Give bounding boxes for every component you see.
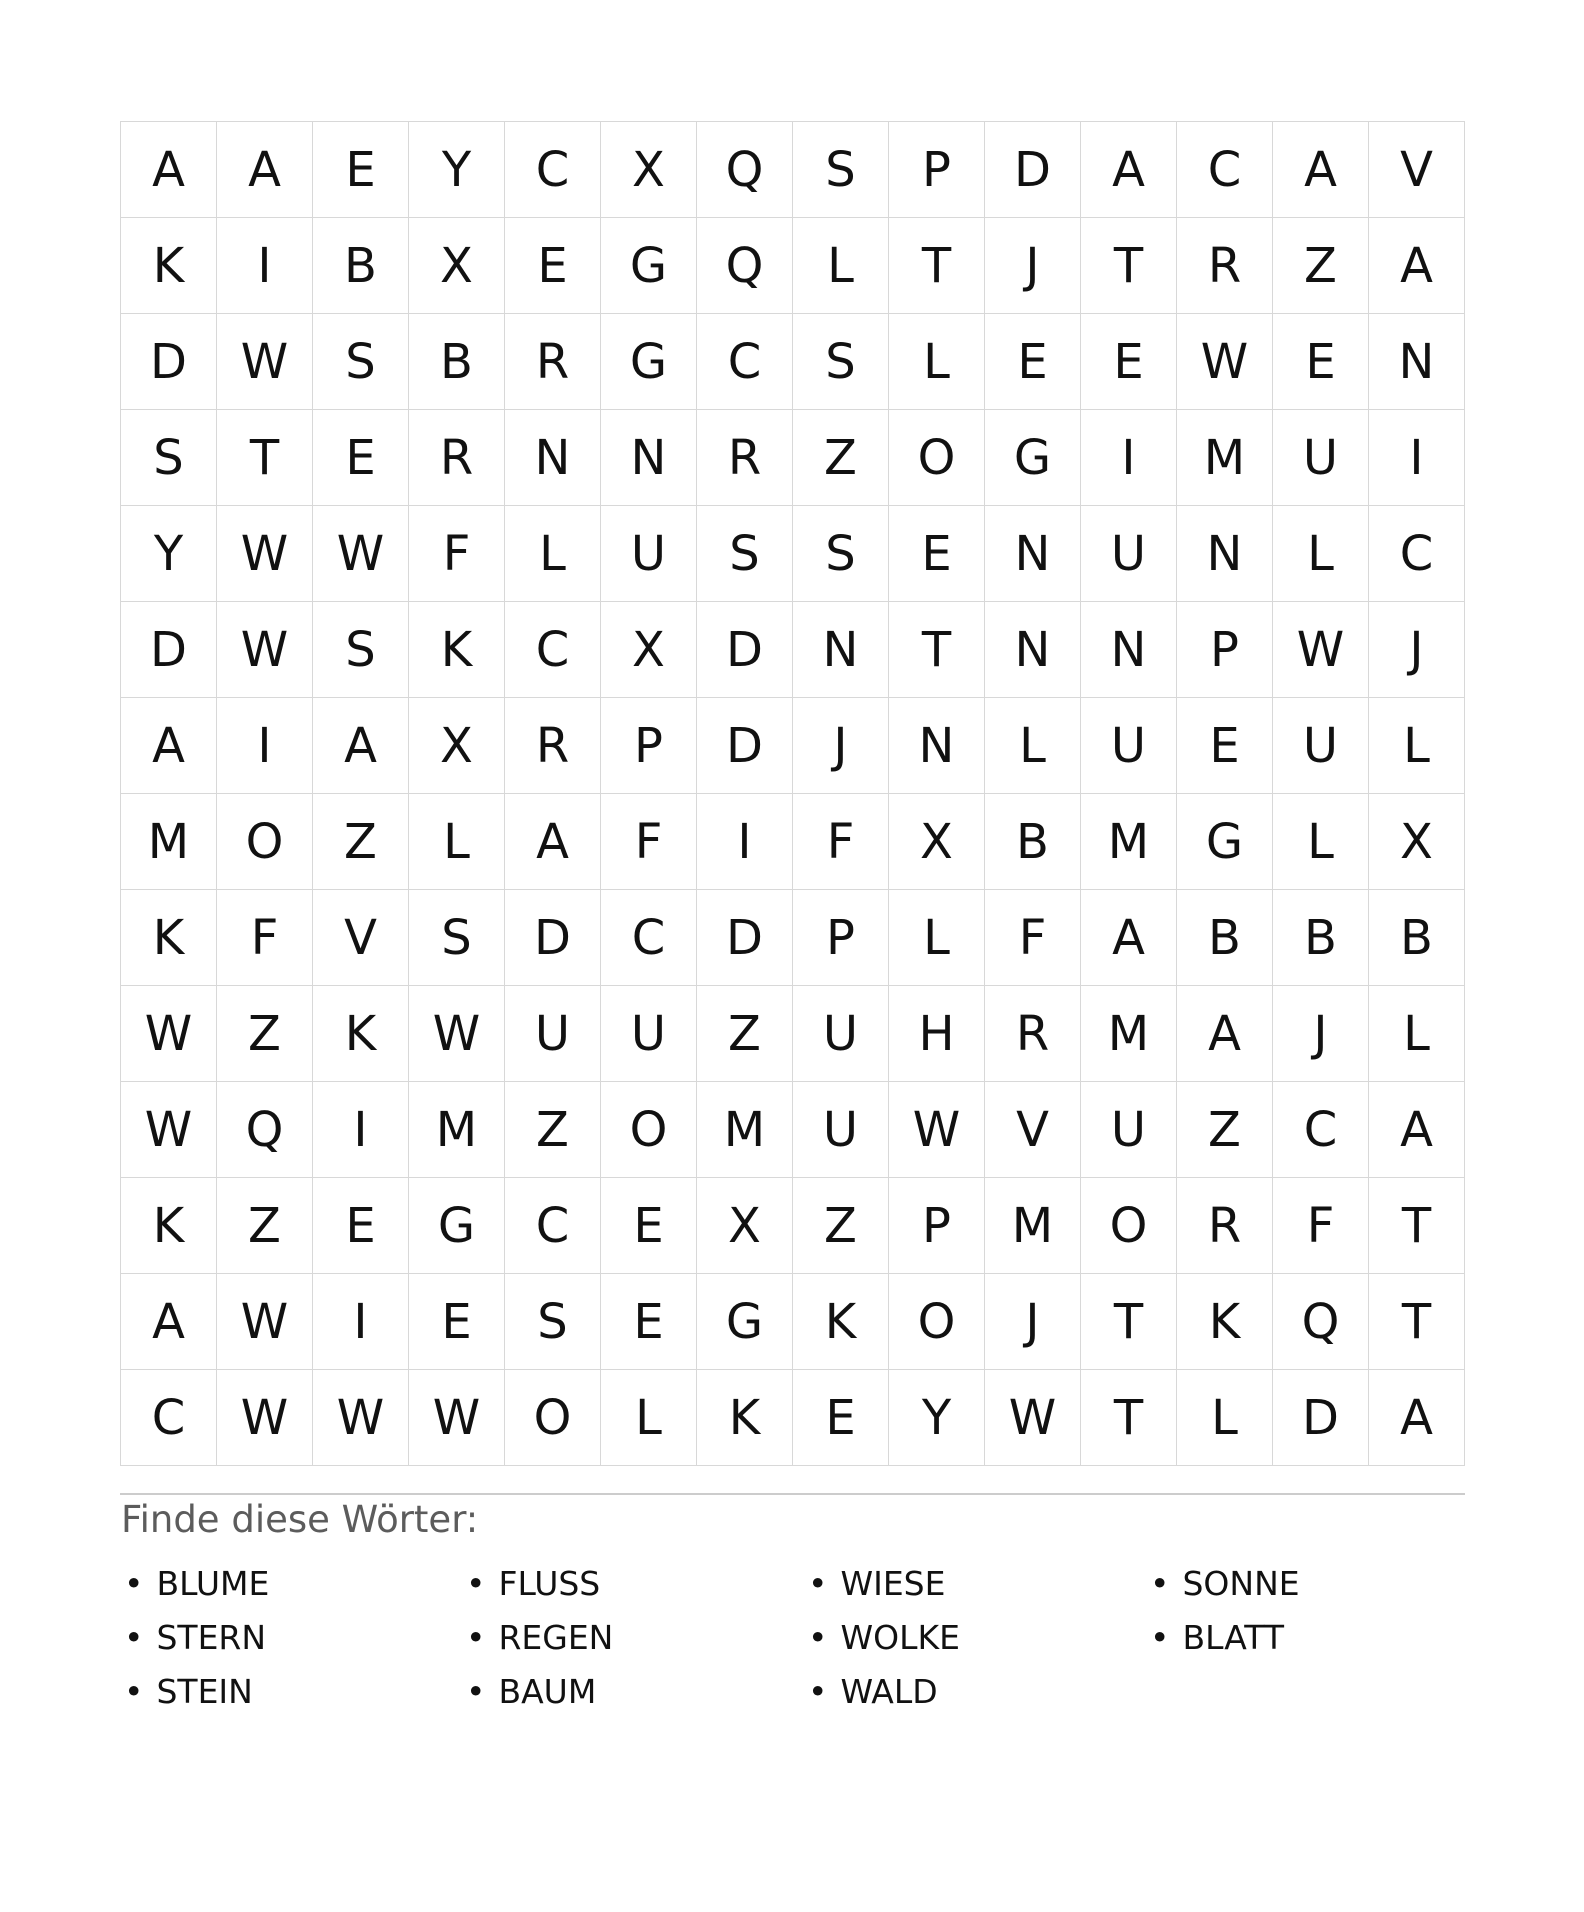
grid-cell[interactable]: T	[1081, 1274, 1177, 1370]
grid-cell[interactable]: L	[889, 890, 985, 986]
word-label: STERN	[156, 1617, 267, 1657]
grid-cell[interactable]: A	[1273, 122, 1369, 218]
grid-cell[interactable]: E	[313, 410, 409, 506]
grid-cell[interactable]: N	[1081, 602, 1177, 698]
grid-cell[interactable]: V	[985, 1082, 1081, 1178]
grid-cell[interactable]: W	[121, 1082, 217, 1178]
grid-cell[interactable]: D	[697, 890, 793, 986]
grid-cell[interactable]: R	[985, 986, 1081, 1082]
grid-cell[interactable]: I	[313, 1082, 409, 1178]
grid-cell[interactable]: W	[409, 986, 505, 1082]
grid-cell[interactable]: Z	[793, 1178, 889, 1274]
grid-cell[interactable]: W	[889, 1082, 985, 1178]
grid-cell[interactable]: L	[1369, 698, 1465, 794]
grid-cell[interactable]: J	[1273, 986, 1369, 1082]
bullet-icon: •	[466, 1671, 486, 1711]
grid-cell[interactable]: U	[601, 986, 697, 1082]
grid-cell[interactable]: E	[889, 506, 985, 602]
grid-cell[interactable]: N	[1369, 314, 1465, 410]
grid-cell[interactable]: N	[985, 602, 1081, 698]
separator-line	[120, 1493, 1465, 1495]
grid-cell[interactable]: X	[1369, 794, 1465, 890]
grid-cell[interactable]: Z	[505, 1082, 601, 1178]
grid-cell[interactable]: L	[793, 218, 889, 314]
word-list-item	[124, 1556, 466, 1610]
grid-cell[interactable]: T	[889, 602, 985, 698]
grid-cell[interactable]: E	[601, 1274, 697, 1370]
grid-cell[interactable]: A	[121, 1274, 217, 1370]
grid-cell[interactable]: E	[409, 1274, 505, 1370]
grid-cell[interactable]: W	[217, 1274, 313, 1370]
grid-cell[interactable]: B	[313, 218, 409, 314]
grid-cell[interactable]: M	[1177, 410, 1273, 506]
grid-cell[interactable]: B	[1369, 890, 1465, 986]
grid-cell[interactable]: J	[985, 218, 1081, 314]
word-list-item	[124, 1664, 466, 1718]
grid-cell[interactable]: L	[889, 314, 985, 410]
grid-cell[interactable]: Q	[697, 218, 793, 314]
bullet-icon: •	[466, 1563, 486, 1603]
wordsearch-grid	[120, 121, 1465, 1466]
grid-cell[interactable]: Q	[217, 1082, 313, 1178]
grid-cell[interactable]: D	[505, 890, 601, 986]
grid-cell[interactable]: E	[313, 1178, 409, 1274]
grid-cell[interactable]: E	[1081, 314, 1177, 410]
grid-cell[interactable]: P	[601, 698, 697, 794]
grid-cell[interactable]: A	[1081, 122, 1177, 218]
grid-cell[interactable]: J	[985, 1274, 1081, 1370]
grid-cell[interactable]: S	[793, 506, 889, 602]
grid-cell[interactable]: H	[889, 986, 985, 1082]
grid-cell[interactable]: S	[121, 410, 217, 506]
grid-cell[interactable]: A	[1081, 890, 1177, 986]
bullet-icon: •	[808, 1671, 828, 1711]
grid-cell[interactable]: V	[1369, 122, 1465, 218]
grid-cell[interactable]: F	[1273, 1178, 1369, 1274]
word-list-column	[808, 1556, 1150, 1718]
grid-cell[interactable]: O	[889, 1274, 985, 1370]
bullet-icon: •	[124, 1617, 144, 1657]
word-label: STEIN	[156, 1671, 253, 1711]
grid-cell[interactable]: Z	[313, 794, 409, 890]
grid-cell[interactable]: U	[601, 506, 697, 602]
grid-cell[interactable]: W	[1177, 314, 1273, 410]
grid-cell[interactable]: K	[121, 890, 217, 986]
grid-cell[interactable]: K	[793, 1274, 889, 1370]
grid-cell[interactable]: R	[697, 410, 793, 506]
word-label: WIESE	[840, 1563, 946, 1603]
grid-cell[interactable]: W	[217, 506, 313, 602]
grid-cell[interactable]: B	[409, 314, 505, 410]
grid-cell[interactable]: I	[313, 1274, 409, 1370]
word-label: REGEN	[498, 1617, 614, 1657]
word-list-column	[124, 1556, 466, 1718]
grid-cell[interactable]: G	[1177, 794, 1273, 890]
grid-cell[interactable]: R	[1177, 218, 1273, 314]
grid-cell[interactable]: O	[217, 794, 313, 890]
grid-cell[interactable]: J	[793, 698, 889, 794]
grid-cell[interactable]: N	[601, 410, 697, 506]
grid-cell[interactable]: O	[601, 1082, 697, 1178]
bullet-icon: •	[808, 1617, 828, 1657]
grid-cell[interactable]: S	[697, 506, 793, 602]
grid-cell[interactable]: L	[409, 794, 505, 890]
grid-cell[interactable]: X	[697, 1178, 793, 1274]
grid-cell[interactable]: W	[409, 1370, 505, 1466]
grid-cell[interactable]: C	[505, 1178, 601, 1274]
grid-cell[interactable]: K	[313, 986, 409, 1082]
grid-cell[interactable]: P	[793, 890, 889, 986]
grid-cell[interactable]: L	[1273, 506, 1369, 602]
grid-cell[interactable]: X	[409, 218, 505, 314]
grid-cell[interactable]: V	[313, 890, 409, 986]
grid-cell[interactable]: C	[505, 122, 601, 218]
word-list-item	[466, 1556, 808, 1610]
grid-cell[interactable]: E	[601, 1178, 697, 1274]
grid-cell[interactable]: I	[1081, 410, 1177, 506]
grid-cell[interactable]: N	[793, 602, 889, 698]
word-label: BLUME	[156, 1563, 270, 1603]
grid-cell[interactable]: G	[697, 1274, 793, 1370]
grid-cell[interactable]: F	[409, 506, 505, 602]
grid-cell[interactable]: G	[409, 1178, 505, 1274]
grid-cell[interactable]: W	[313, 1370, 409, 1466]
grid-cell[interactable]: T	[217, 410, 313, 506]
grid-cell[interactable]: A	[121, 698, 217, 794]
grid-cell[interactable]: D	[697, 698, 793, 794]
grid-cell[interactable]: U	[1081, 1082, 1177, 1178]
grid-cell[interactable]: T	[1369, 1274, 1465, 1370]
word-label: FLUSS	[498, 1563, 601, 1603]
word-list-item	[1150, 1610, 1492, 1664]
grid-cell[interactable]: G	[601, 314, 697, 410]
grid-cell[interactable]: M	[1081, 986, 1177, 1082]
grid-cell[interactable]: I	[217, 698, 313, 794]
grid-cell[interactable]: W	[217, 602, 313, 698]
grid-cell[interactable]: R	[409, 410, 505, 506]
grid-cell[interactable]: L	[505, 506, 601, 602]
grid-cell[interactable]: I	[697, 794, 793, 890]
grid-cell[interactable]: S	[505, 1274, 601, 1370]
grid-cell[interactable]: T	[1081, 218, 1177, 314]
word-list-item	[1150, 1556, 1492, 1610]
grid-cell[interactable]: D	[697, 602, 793, 698]
grid-cell[interactable]: Z	[217, 1178, 313, 1274]
bullet-icon: •	[1150, 1563, 1170, 1603]
grid-cell[interactable]: P	[889, 1178, 985, 1274]
grid-cell[interactable]: C	[1369, 506, 1465, 602]
grid-cell[interactable]: C	[1273, 1082, 1369, 1178]
grid-cell[interactable]: T	[1081, 1370, 1177, 1466]
grid-cell[interactable]: S	[409, 890, 505, 986]
grid-cell[interactable]: L	[1177, 1370, 1273, 1466]
grid-cell[interactable]: R	[505, 314, 601, 410]
grid-cell[interactable]: Z	[697, 986, 793, 1082]
grid-cell[interactable]: F	[985, 890, 1081, 986]
grid-cell[interactable]: A	[1177, 986, 1273, 1082]
grid-cell[interactable]: K	[409, 602, 505, 698]
grid-cell[interactable]: A	[217, 122, 313, 218]
word-list-item	[124, 1610, 466, 1664]
grid-cell[interactable]: M	[985, 1178, 1081, 1274]
grid-cell[interactable]: W	[217, 314, 313, 410]
grid-cell[interactable]: C	[1177, 122, 1273, 218]
grid-cell[interactable]: X	[601, 602, 697, 698]
grid-cell[interactable]: K	[697, 1370, 793, 1466]
grid-cell[interactable]: N	[505, 410, 601, 506]
grid-cell[interactable]: R	[1177, 1178, 1273, 1274]
grid-cell[interactable]: C	[601, 890, 697, 986]
grid-cell[interactable]: R	[505, 698, 601, 794]
grid-cell[interactable]: D	[121, 602, 217, 698]
grid-cell[interactable]: E	[793, 1370, 889, 1466]
bullet-icon: •	[124, 1563, 144, 1603]
grid-cell[interactable]: C	[697, 314, 793, 410]
word-list-item	[808, 1556, 1150, 1610]
grid-cell[interactable]: A	[313, 698, 409, 794]
grid-cell[interactable]: I	[217, 218, 313, 314]
grid-cell[interactable]: G	[601, 218, 697, 314]
grid-cell[interactable]: X	[601, 122, 697, 218]
grid-cell[interactable]: L	[985, 698, 1081, 794]
grid-cell[interactable]: E	[313, 122, 409, 218]
grid-cell[interactable]: P	[1177, 602, 1273, 698]
grid-cell[interactable]: T	[1369, 1178, 1465, 1274]
word-list-item	[466, 1610, 808, 1664]
grid-cell[interactable]: L	[1369, 986, 1465, 1082]
grid-cell[interactable]: Z	[793, 410, 889, 506]
grid-cell[interactable]: U	[1273, 698, 1369, 794]
word-list-item	[808, 1664, 1150, 1718]
grid-cell[interactable]: Y	[121, 506, 217, 602]
grid-cell[interactable]: Q	[697, 122, 793, 218]
grid-cell[interactable]: N	[889, 698, 985, 794]
grid-cell[interactable]: D	[1273, 1370, 1369, 1466]
grid-cell[interactable]: L	[601, 1370, 697, 1466]
grid-cell[interactable]: W	[313, 506, 409, 602]
word-label: BLATT	[1182, 1617, 1284, 1657]
word-list-item	[808, 1610, 1150, 1664]
grid-cell[interactable]: E	[1177, 698, 1273, 794]
grid-cell[interactable]: I	[1369, 410, 1465, 506]
grid-cell[interactable]: M	[409, 1082, 505, 1178]
word-label: WALD	[840, 1671, 938, 1711]
grid-cell[interactable]: Z	[1177, 1082, 1273, 1178]
grid-cell[interactable]: L	[1273, 794, 1369, 890]
grid-cell[interactable]: J	[1369, 602, 1465, 698]
grid-cell[interactable]: F	[793, 794, 889, 890]
grid-cell[interactable]: X	[889, 794, 985, 890]
wordlist-title: Finde diese Wörter:	[121, 1498, 479, 1541]
grid-cell[interactable]: K	[1177, 1274, 1273, 1370]
grid-cell[interactable]: U	[793, 1082, 889, 1178]
word-list	[124, 1556, 1492, 1718]
grid-cell[interactable]: E	[505, 218, 601, 314]
bullet-icon: •	[466, 1617, 486, 1657]
grid-cell[interactable]: U	[793, 986, 889, 1082]
grid-cell[interactable]: O	[505, 1370, 601, 1466]
bullet-icon: •	[1150, 1617, 1170, 1657]
grid-cell[interactable]: C	[505, 602, 601, 698]
grid-cell[interactable]: K	[121, 218, 217, 314]
grid-cell[interactable]: P	[889, 122, 985, 218]
grid-cell[interactable]: U	[1273, 410, 1369, 506]
grid-cell[interactable]: F	[217, 890, 313, 986]
grid-cell[interactable]: O	[889, 410, 985, 506]
grid-cell[interactable]: B	[1177, 890, 1273, 986]
bullet-icon: •	[808, 1563, 828, 1603]
grid-cell[interactable]: G	[985, 410, 1081, 506]
word-list-column	[1150, 1556, 1492, 1718]
grid-cell[interactable]: S	[793, 314, 889, 410]
grid-cell[interactable]: U	[505, 986, 601, 1082]
grid-cell[interactable]: D	[985, 122, 1081, 218]
word-label: WOLKE	[840, 1617, 960, 1657]
grid-cell[interactable]: U	[1081, 698, 1177, 794]
grid-cell[interactable]: E	[985, 314, 1081, 410]
grid-cell[interactable]: Q	[1273, 1274, 1369, 1370]
grid-cell[interactable]: E	[1273, 314, 1369, 410]
grid-cell[interactable]: N	[1177, 506, 1273, 602]
grid-cell[interactable]: A	[505, 794, 601, 890]
grid-cell[interactable]: Y	[889, 1370, 985, 1466]
grid-cell[interactable]: T	[889, 218, 985, 314]
word-list-column	[466, 1556, 808, 1718]
word-label: BAUM	[498, 1671, 597, 1711]
grid-cell[interactable]: D	[121, 314, 217, 410]
grid-cell[interactable]: W	[985, 1370, 1081, 1466]
grid-cell[interactable]: K	[121, 1178, 217, 1274]
grid-cell[interactable]: X	[409, 698, 505, 794]
grid-cell[interactable]: F	[601, 794, 697, 890]
grid-cell[interactable]: Z	[1273, 218, 1369, 314]
grid-cell[interactable]: W	[217, 1370, 313, 1466]
grid-cell[interactable]: N	[985, 506, 1081, 602]
grid-cell[interactable]: U	[1081, 506, 1177, 602]
grid-cell[interactable]: S	[793, 122, 889, 218]
grid-cell[interactable]: A	[121, 122, 217, 218]
grid-cell[interactable]: W	[1273, 602, 1369, 698]
grid-cell[interactable]: Y	[409, 122, 505, 218]
grid-cell[interactable]: M	[1081, 794, 1177, 890]
grid-cell[interactable]: S	[313, 314, 409, 410]
grid-cell[interactable]: O	[1081, 1178, 1177, 1274]
grid-cell[interactable]: W	[121, 986, 217, 1082]
bullet-icon: •	[124, 1671, 144, 1711]
grid-cell[interactable]: M	[697, 1082, 793, 1178]
grid-cell[interactable]: B	[985, 794, 1081, 890]
grid-cell[interactable]: A	[1369, 1370, 1465, 1466]
grid-cell[interactable]: A	[1369, 218, 1465, 314]
grid-cell[interactable]: Z	[217, 986, 313, 1082]
grid-cell[interactable]: A	[1369, 1082, 1465, 1178]
grid-cell[interactable]: M	[121, 794, 217, 890]
word-list-item	[466, 1664, 808, 1718]
word-label: SONNE	[1182, 1563, 1300, 1603]
grid-cell[interactable]: C	[121, 1370, 217, 1466]
grid-cell[interactable]: S	[313, 602, 409, 698]
grid-cell[interactable]: B	[1273, 890, 1369, 986]
